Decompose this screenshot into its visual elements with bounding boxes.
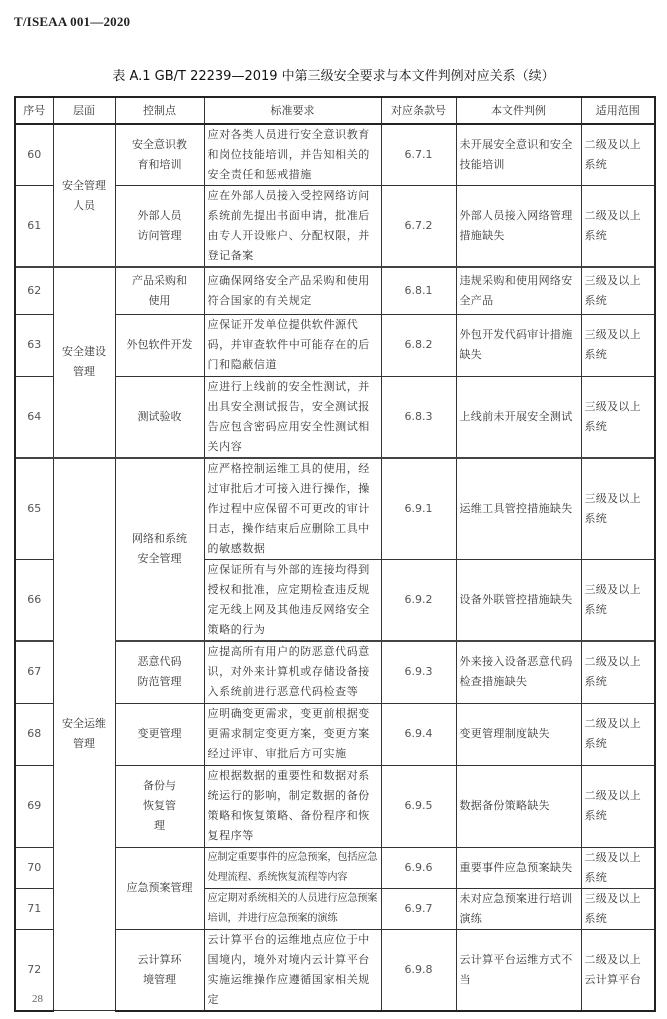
document-id: T/ISEAA 001—2020: [14, 14, 131, 29]
control-cell: 测试验收: [115, 376, 204, 458]
case-cell: 外部人员接入网络管理措施缺失: [456, 186, 581, 268]
clause-cell: 6.7.2: [381, 186, 456, 268]
case-cell: 设备外联管控措施缺失: [456, 560, 581, 642]
requirement-cell: 应保证开发单位提供软件源代码，并审查软件中可能存在的后门和隐蔽信道: [204, 314, 381, 376]
scope-cell: 二级及以上系统: [581, 765, 655, 847]
clause-cell: 6.9.8: [381, 929, 456, 1011]
scope-cell: 二级及以上系统: [581, 703, 655, 765]
case-cell: 外来接入设备恶意代码检查措施缺失: [456, 641, 581, 703]
row-no: 62: [15, 267, 53, 314]
case-cell: 未开展安全意识和安全技能培训: [456, 124, 581, 186]
row-no: 64: [15, 376, 53, 458]
table-row: [15, 124, 655, 186]
requirement-cell: 应进行上线前的安全性测试，并出具安全测试报告，安全测试报告应包含密码应用安全性测试相关内容: [204, 376, 381, 458]
requirement-cell: 应定期对系统相关的人员进行应急预案培训，并进行应急预案的演练: [204, 888, 381, 929]
clause-cell: 6.8.1: [381, 267, 456, 314]
table-row: [15, 267, 655, 314]
requirement-cell: 应严格控制运维工具的使用，经过审批后才可接入进行操作，操作过程中应保留不可更改的审计日志，操作结束后应删除工具中的敏感数据: [204, 458, 381, 560]
row-no: 67: [15, 641, 53, 703]
requirement-cell: 应根据数据的重要性和数据对系统运行的影响，制定数据的备份策略和恢复策略、备份程序和恢复程序等: [204, 765, 381, 847]
case-cell: 外包开发代码审计措施缺失: [456, 314, 581, 376]
table-header-row: [15, 97, 655, 124]
row-no: 71: [15, 888, 53, 929]
case-cell: 运维工具管控措施缺失: [456, 458, 581, 560]
case-cell: 违规采购和使用网络安全产品: [456, 267, 581, 314]
col-header-requirement: 标准要求: [204, 97, 381, 124]
case-cell: 变更管理制度缺失: [456, 703, 581, 765]
table-title: 表 A.1 GB/T 22239—2019 中第三级安全要求与本文件判例对应关系（续）: [112, 69, 555, 84]
control-cell: 外包软件开发: [115, 314, 204, 376]
control-cell: 恶意代码防范管理: [115, 641, 204, 703]
case-cell: 云计算平台运维方式不当: [456, 929, 581, 1011]
requirement-cell: 云计算平台的运维地点应位于中国境内，境外对境内云计算平台实施运维操作应遵循国家相关规定: [204, 929, 381, 1011]
row-no: 65: [15, 458, 53, 560]
clause-cell: 6.7.1: [381, 124, 456, 186]
clause-cell: 6.8.2: [381, 314, 456, 376]
clause-cell: 6.9.6: [381, 847, 456, 888]
control-cell: 产品采购和使用: [115, 267, 204, 314]
mapping-table: [14, 96, 656, 1012]
control-cell: 外部人员访问管理: [115, 186, 204, 268]
table-row: [15, 458, 655, 560]
row-no: 68: [15, 703, 53, 765]
row-no: 70: [15, 847, 53, 888]
col-header-no: 序号: [15, 97, 53, 124]
requirement-cell: 应明确变更需求，变更前根据变更需求制定变更方案，变更方案经过评审、审批后方可实施: [204, 703, 381, 765]
control-cell: 网络和系统安全管理: [115, 458, 204, 642]
scope-cell: 三级及以上系统: [581, 376, 655, 458]
clause-cell: 6.9.3: [381, 641, 456, 703]
scope-cell: 三级及以上系统: [581, 314, 655, 376]
clause-cell: 6.8.3: [381, 376, 456, 458]
clause-cell: 6.9.7: [381, 888, 456, 929]
requirement-cell: 应确保网络安全产品采购和使用符合国家的有关规定: [204, 267, 381, 314]
scope-cell: 二级及以上系统: [581, 641, 655, 703]
scope-cell: 二级及以上云计算平台: [581, 929, 655, 1011]
col-header-control: 控制点: [115, 97, 204, 124]
col-header-layer: 层面: [53, 97, 115, 124]
row-no: 63: [15, 314, 53, 376]
col-header-scope: 适用范围: [581, 97, 655, 124]
scope-cell: 三级及以上系统: [581, 267, 655, 314]
scope-cell: 二级及以上系统: [581, 186, 655, 268]
control-cell: 备份与恢复管理: [115, 765, 204, 847]
scope-cell: 三级及以上系统: [581, 458, 655, 560]
col-header-case: 本文件判例: [456, 97, 581, 124]
requirement-cell: 应对各类人员进行安全意识教育和岗位技能培训，并告知相关的安全责任和惩戒措施: [204, 124, 381, 186]
layer-cell: 安全管理人员: [53, 124, 115, 267]
scope-cell: 二级及以上系统: [581, 124, 655, 186]
requirement-cell: 应制定重要事件的应急预案，包括应急处理流程、系统恢复流程等内容: [204, 847, 381, 888]
control-cell: 应急预案管理: [115, 847, 204, 929]
row-no: 66: [15, 560, 53, 642]
control-cell: 安全意识教育和培训: [115, 124, 204, 186]
case-cell: 数据备份策略缺失: [456, 765, 581, 847]
layer-cell: 安全建设管理: [53, 267, 115, 458]
scope-cell: 二级及以上系统: [581, 847, 655, 888]
col-header-clause: 对应条款号: [381, 97, 456, 124]
row-no: 69: [15, 765, 53, 847]
case-cell: 重要事件应急预案缺失: [456, 847, 581, 888]
requirement-cell: 应提高所有用户的防恶意代码意识，对外来计算机或存储设备接入系统前进行恶意代码检查等: [204, 641, 381, 703]
control-cell: 云计算环境管理: [115, 929, 204, 1011]
page-number: 28: [32, 993, 43, 1005]
case-cell: 上线前未开展安全测试: [456, 376, 581, 458]
clause-cell: 6.9.1: [381, 458, 456, 560]
row-no: 60: [15, 124, 53, 186]
row-no: 61: [15, 186, 53, 268]
case-cell: 未对应急预案进行培训演练: [456, 888, 581, 929]
scope-cell: 三级及以上系统: [581, 888, 655, 929]
requirement-cell: 应保证所有与外部的连接均得到授权和批准，应定期检查违反规定无线上网及其他违反网络安全策略的行为: [204, 560, 381, 642]
row-no: 72: [15, 929, 53, 1011]
layer-cell: 安全运维管理: [53, 458, 115, 1011]
control-cell: 变更管理: [115, 703, 204, 765]
scope-cell: 三级及以上系统: [581, 560, 655, 642]
clause-cell: 6.9.5: [381, 765, 456, 847]
clause-cell: 6.9.4: [381, 703, 456, 765]
clause-cell: 6.9.2: [381, 560, 456, 642]
requirement-cell: 应在外部人员接入受控网络访问系统前先提出书面申请，批准后由专人开设账户、分配权限，并登记备案: [204, 186, 381, 268]
